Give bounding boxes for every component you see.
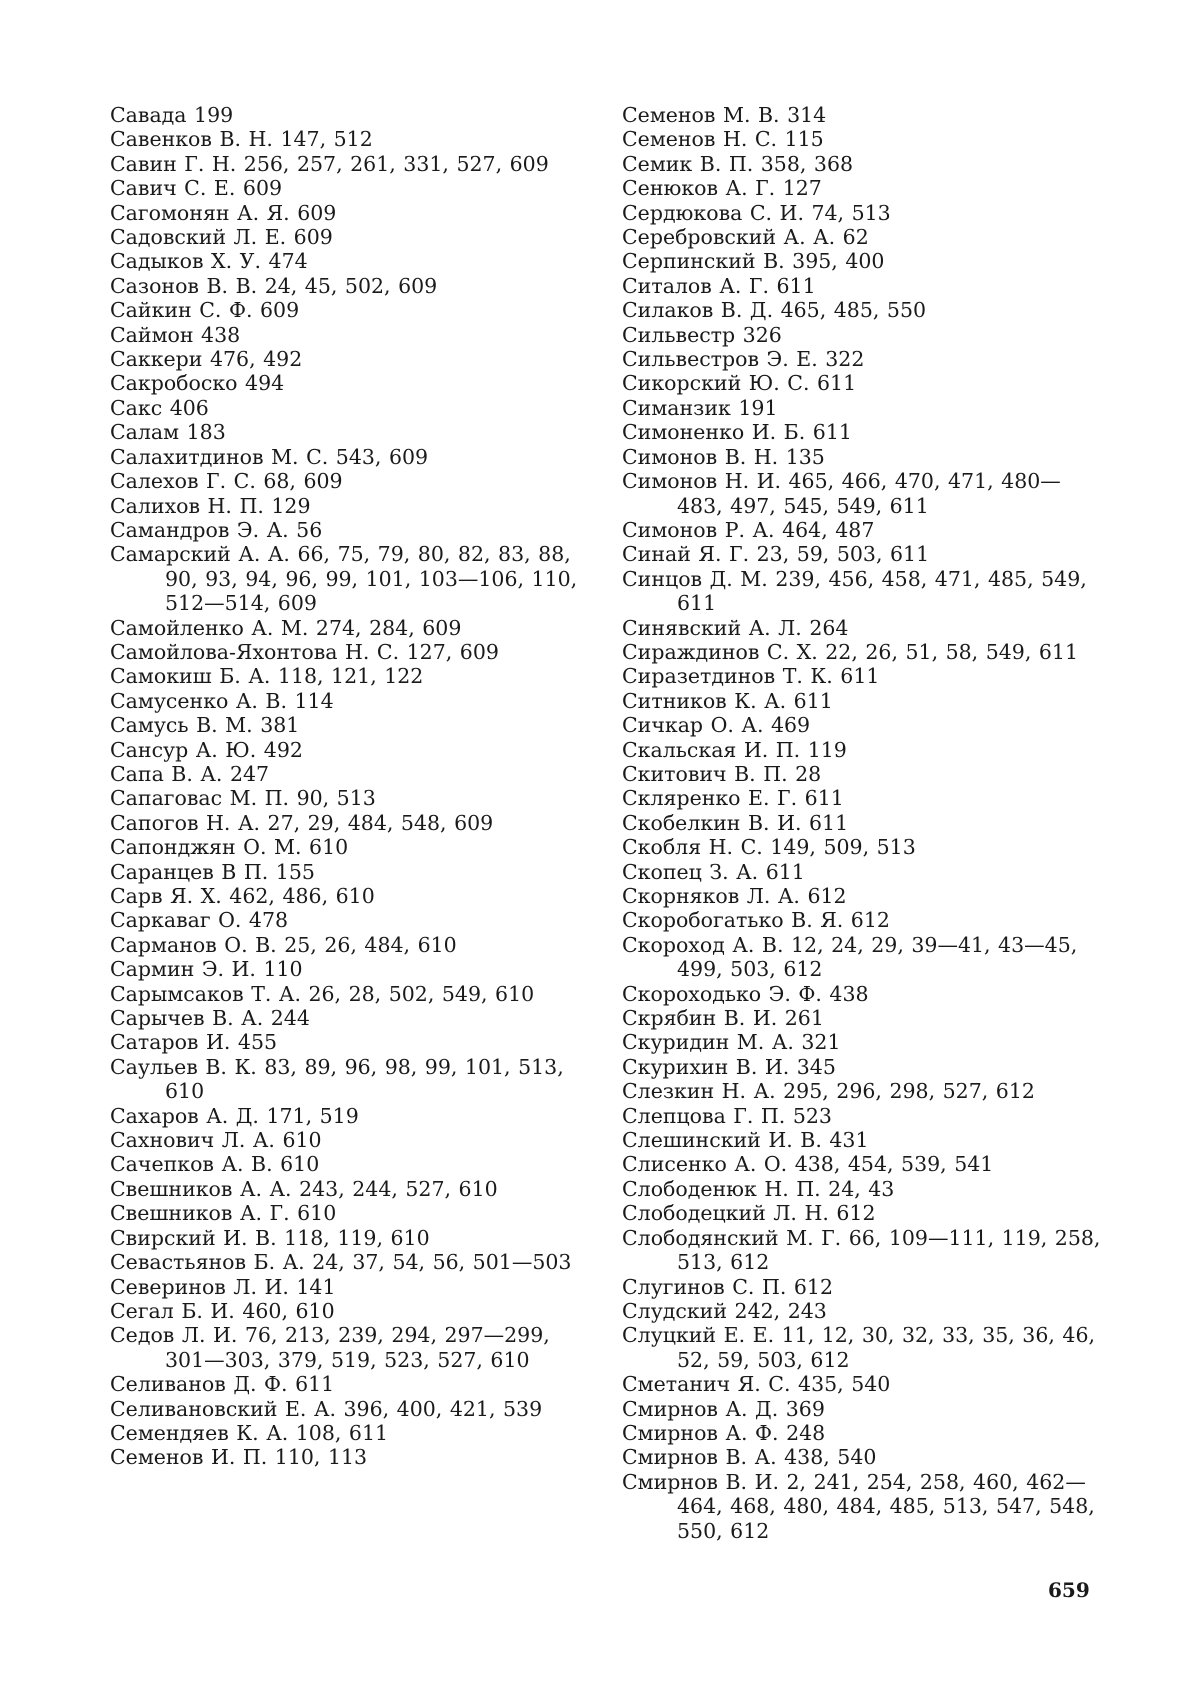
index-entry: Семендяев К. А. 108, 611 (110, 1420, 389, 1445)
index-entry: Саркаваг О. 478 (110, 908, 289, 933)
index-entry: Слободецкий Л. Н. 612 (622, 1201, 876, 1226)
index-entry: Саульев В. К. 83, 89, 96, 98, 99, 101, 513, 610 (110, 1054, 564, 1104)
index-entry: Сатаров И. 455 (110, 1030, 278, 1055)
index-entry: Сахнович Л. А. 610 (110, 1128, 322, 1153)
index-entry: Салам 183 (110, 420, 226, 445)
index-entry: Скорняков Л. А. 612 (622, 884, 847, 908)
index-entry: Смирнов А. Ф. 248 (622, 1420, 826, 1445)
index-entry: Серебровский А. А. 62 (622, 225, 869, 250)
index-entry: Симанзик 191 (622, 395, 778, 420)
index-entry: Сахаров А. Д. 171, 519 (110, 1103, 359, 1128)
index-entry: Слугинов С. П. 612 (622, 1274, 833, 1299)
index-entry: Симоненко И. Б. 611 (622, 420, 852, 445)
index-entry: Сарычев В. А. 244 (110, 1006, 310, 1031)
index-entry: Седов Л. И. 76, 213, 239, 294, 297—299, 301—303, 379, 519, 523, 527, 610 (110, 1323, 550, 1372)
index-entry: Слободенюк Н. П. 24, 43 (622, 1176, 895, 1201)
index-entry: Скороходько Э. Ф. 438 (622, 981, 869, 1006)
index-entry: Слешинский И. В. 431 (622, 1128, 869, 1153)
index-entry: Ситалов А. Г. 611 (622, 273, 816, 298)
index-entry: Савада 199 (110, 103, 234, 127)
index-entry: Слезкин Н. А. 295, 296, 298, 527, 612 (622, 1079, 1035, 1104)
index-entry: Смирнов В. А. 438, 540 (622, 1445, 877, 1470)
index-entry: Салихов Н. П. 129 (110, 493, 311, 518)
index-entry: Сазонов В. В. 24, 45, 502, 609 (110, 273, 438, 298)
index-entry: Самусь В. М. 381 (110, 713, 300, 738)
index-entry: Салехов Г. С. 68, 609 (110, 469, 343, 494)
index-entry: Сансур А. Ю. 492 (110, 737, 303, 762)
index-entry: Скрябин В. И. 261 (622, 1006, 824, 1031)
index-entry: Сильвестр 326 (622, 322, 782, 347)
index-entry: Сильвестров Э. Е. 322 (622, 347, 865, 372)
index-entry: Скоробогатько В. Я. 612 (622, 908, 890, 933)
index-entry: Севастьянов Б. А. 24, 37, 54, 56, 501—503 (110, 1250, 572, 1275)
index-entry: Саранцев В П. 155 (110, 859, 315, 884)
index-entry: Савич С. Е. 609 (110, 176, 283, 201)
index-entry: Синцов Д. М. 239, 456, 458, 471, 485, 549, 611 (622, 566, 1087, 616)
index-entry: Самусенко А. В. 114 (110, 688, 334, 713)
index-entry: Савенков В. Н. 147, 512 (110, 127, 373, 152)
index-entry: Скитович В. П. 28 (622, 761, 822, 786)
index-entry: Самойленко А. М. 274, 284, 609 (110, 615, 462, 640)
index-entry: Смирнов В. И. 2, 241, 254, 258, 460, 462—464, 468, 480, 484, 485, 513, 547, 548, 550, 612 (622, 1469, 1095, 1543)
index-entry: Сагомонян А. Я. 609 (110, 200, 337, 225)
index-entry: Свешников А. Г. 610 (110, 1201, 337, 1226)
index-entry: Сапогов Н. А. 27, 29, 484, 548, 609 (110, 810, 494, 835)
index-entry: Симонов Н. И. 465, 466, 470, 471, 480—483, 497, 545, 549, 611 (622, 469, 1061, 518)
index-entry: Сердюкова С. И. 74, 513 (622, 200, 891, 225)
index-column-right (622, 103, 1102, 1543)
index-entry: Сарв Я. Х. 462, 486, 610 (110, 884, 375, 908)
index-entry: Саккери 476, 492 (110, 347, 303, 372)
index-entry: Симонов В. Н. 135 (622, 444, 825, 469)
index-entry: Самандров Э. А. 56 (110, 517, 323, 542)
index-entry: Семенов Н. С. 115 (622, 127, 824, 152)
index-entry: Силаков В. Д. 465, 485, 550 (622, 298, 927, 323)
index-entry: Сапаговас М. П. 90, 513 (110, 786, 376, 811)
index-entry: Семик В. П. 358, 368 (622, 151, 854, 176)
index-entry: Сенюков А. Г. 127 (622, 176, 822, 201)
index-entry: Скурихин В. И. 345 (622, 1054, 836, 1079)
index-entry: Сапонджян О. М. 610 (110, 835, 349, 860)
index-entry: Селивановский Е. А. 396, 400, 421, 539 (110, 1396, 543, 1421)
index-entry: Скопец З. А. 611 (622, 859, 805, 884)
index-entry: Садыков Х. У. 474 (110, 249, 308, 274)
index-entry: Самокиш Б. А. 118, 121, 122 (110, 664, 424, 689)
index-entry: Слисенко А. О. 438, 454, 539, 541 (622, 1152, 994, 1177)
index-column-left (110, 103, 590, 1470)
index-entry: Скороход А. В. 12, 24, 29, 39—41, 43—45, 499, 503, 612 (622, 932, 1078, 982)
index-entry: Скляренко Е. Г. 611 (622, 786, 844, 811)
index-entry: Сапа В. А. 247 (110, 761, 270, 786)
index-entry: Семенов И. П. 110, 113 (110, 1445, 368, 1470)
index-entry: Салахитдинов М. С. 543, 609 (110, 444, 429, 469)
index-entry: Сиразетдинов Т. К. 611 (622, 664, 880, 689)
index-entry: Саймон 438 (110, 322, 241, 347)
index-entry: Свирский И. В. 118, 119, 610 (110, 1225, 430, 1250)
index-entry: Скобля Н. С. 149, 509, 513 (622, 835, 916, 860)
index-entry: Серпинский В. 395, 400 (622, 249, 885, 274)
index-entry: Самойлова-Яхонтова Н. С. 127, 609 (110, 639, 499, 664)
index-entry: Сикорский Ю. С. 611 (622, 371, 857, 396)
page-number: 659 (1048, 1578, 1090, 1602)
index-entry: Сайкин С. Ф. 609 (110, 298, 300, 323)
index-entry: Слободянский М. Г. 66, 109—111, 119, 258, 513, 612 (622, 1225, 1101, 1275)
index-entry: Селиванов Д. Ф. 611 (110, 1372, 335, 1397)
index-entry: Садовский Л. Е. 609 (110, 225, 333, 250)
index-entry: Ситников К. А. 611 (622, 688, 833, 713)
index-entry: Синай Я. Г. 23, 59, 503, 611 (622, 542, 930, 567)
index-entry: Слепцова Г. П. 523 (622, 1103, 832, 1128)
index-entry: Синявский А. Л. 264 (622, 615, 849, 640)
index-entry: Сармин Э. И. 110 (110, 957, 303, 982)
index-entry: Скуридин М. А. 321 (622, 1030, 841, 1055)
index-entry: Симонов Р. А. 464, 487 (622, 517, 875, 542)
index-entry: Сарманов О. В. 25, 26, 484, 610 (110, 932, 457, 957)
index-entry: Скальская И. П. 119 (622, 737, 847, 762)
index-entry: Сакс 406 (110, 395, 209, 420)
index-entry: Сарымсаков Т. А. 26, 28, 502, 549, 610 (110, 981, 535, 1006)
index-entry: Сметанич Я. С. 435, 540 (622, 1372, 891, 1397)
index-entry: Сачепков А. В. 610 (110, 1152, 320, 1177)
index-entry: Сираждинов С. Х. 22, 26, 51, 58, 549, 611 (622, 639, 1079, 664)
index-entry: Сакробоско 494 (110, 371, 285, 396)
index-entry: Самарский А. А. 66, 75, 79, 80, 82, 83, 88, 90, 93, 94, 96, 99, 101, 103—106, 110, 512—514, 609 (110, 542, 578, 616)
index-entry: Смирнов А. Д. 369 (622, 1396, 825, 1421)
index-entry: Сегал Б. И. 460, 610 (110, 1298, 335, 1323)
index-entry: Свешников А. А. 243, 244, 527, 610 (110, 1176, 498, 1201)
index-entry: Семенов М. В. 314 (622, 103, 827, 127)
index-entry: Скобелкин В. И. 611 (622, 810, 849, 835)
index-entry: Слуцкий Е. Е. 11, 12, 30, 32, 33, 35, 36, 46, 52, 59, 503, 612 (622, 1323, 1096, 1372)
index-entry: Северинов Л. И. 141 (110, 1274, 336, 1299)
index-entry: Слудский 242, 243 (622, 1298, 827, 1323)
index-entry: Савин Г. Н. 256, 257, 261, 331, 527, 609 (110, 151, 549, 176)
index-entry: Сичкар О. А. 469 (622, 713, 811, 738)
